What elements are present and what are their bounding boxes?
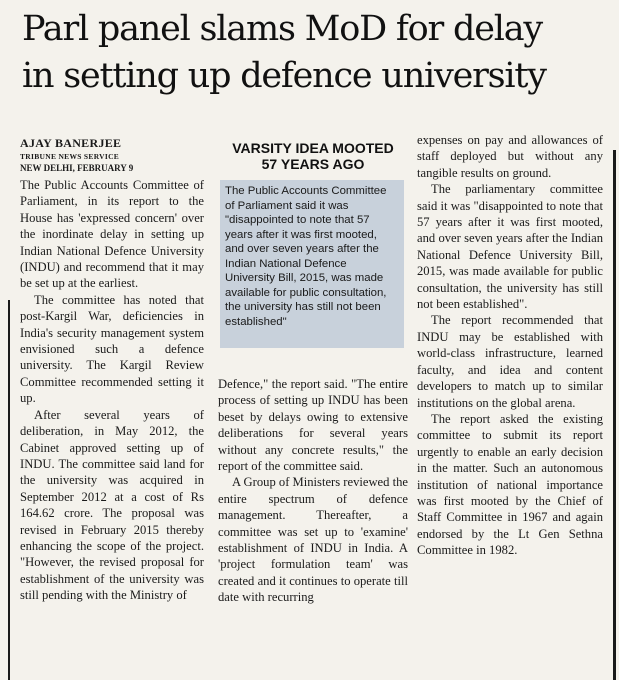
pullquote-box xyxy=(220,180,404,348)
paragraph: The report asked the existing committee to submit its report urgently to enable an early decision in the matter. Such an autonomous institution of national importance was first mooted by the Chief of Staff Committee in 1967 and again endorsed by the Lt Gen Sethna Committee in 1982. xyxy=(417,411,603,558)
headline xyxy=(22,6,612,100)
paragraph: expenses on pay and allowances of staff deployed but without any tangible results on ground. xyxy=(417,133,603,180)
paragraph: The committee has noted that post-Kargil War, deficiencies in India's security management system envisioned such a defence university. The Kargil Review Committee recommended setting it up. xyxy=(20,292,204,406)
pullquote-text: The Public Accounts Committee of Parliament said it was "disappointed to note that 57 years after it was first mooted, and over seven years after the Indian National Defence University Bill, 2015, was made available for public consultation, the university has still not been established" xyxy=(225,185,387,328)
article-column-1 xyxy=(20,177,204,604)
paragraph: A Group of Ministers reviewed the entire spectrum of defence management. Thereafter, a committee was set up to 'examine' establishment of INDU in India. A 'project formulation team' was created and it continues to operate till date with recurring xyxy=(218,475,408,605)
headline-line-2: in setting up defence university xyxy=(22,56,546,96)
paragraph: Defence," the report said. "The entire process of setting up INDU has been beset by delays owing to extensive deliberations for several years without any concrete results," the report of the committee said. xyxy=(218,377,408,474)
paragraph: The parliamentary committee said it was "disappointed to note that 57 years after it was first mooted, and over seven years after the Indian National Defence University Bill, 2015, was made available for public consultation, the university has still not been established". xyxy=(417,182,603,312)
left-border-rule xyxy=(8,300,10,680)
right-border-rule xyxy=(613,150,616,680)
headline-line-1: Parl panel slams MoD for delay xyxy=(22,9,542,49)
pullquote-heading-line-2: 57 YEARS AGO xyxy=(261,156,365,172)
dateline: NEW DELHI, FEBRUARY 9 xyxy=(20,163,134,173)
byline-author: AJAY BANERJEE xyxy=(20,136,122,150)
paragraph: The report recommended that INDU may be established with world-class infrastructure, learned faculty, and idea and content developers to match up to similar institutions on the global arena. xyxy=(417,313,603,410)
article-column-2 xyxy=(218,376,408,606)
article-column-3 xyxy=(417,132,603,559)
byline-service: TRIBUNE NEWS SERVICE xyxy=(20,152,120,161)
pullquote-heading xyxy=(216,140,410,172)
pullquote-heading-line-1: VARSITY IDEA MOOTED xyxy=(232,140,394,156)
pullquote xyxy=(216,140,410,374)
paragraph: After several years of deliberation, in May 2012, the Cabinet approved setting up of INDU. The committee said land for the university was acquired in September 2012 at a cost of Rs 164.62 crore. The proposal was revised in February 2015 thereby enhancing the scope of the project. "However, the revised proposal for establishment of the university was still pending with the Ministry of xyxy=(20,407,204,603)
paragraph: The Public Accounts Committee of Parliament, in its report to the House has 'expressed concern' over the inordinate delay in setting up Indian National Defence University (INDU) and recommend that it may be set up at the earliest. xyxy=(20,178,204,291)
